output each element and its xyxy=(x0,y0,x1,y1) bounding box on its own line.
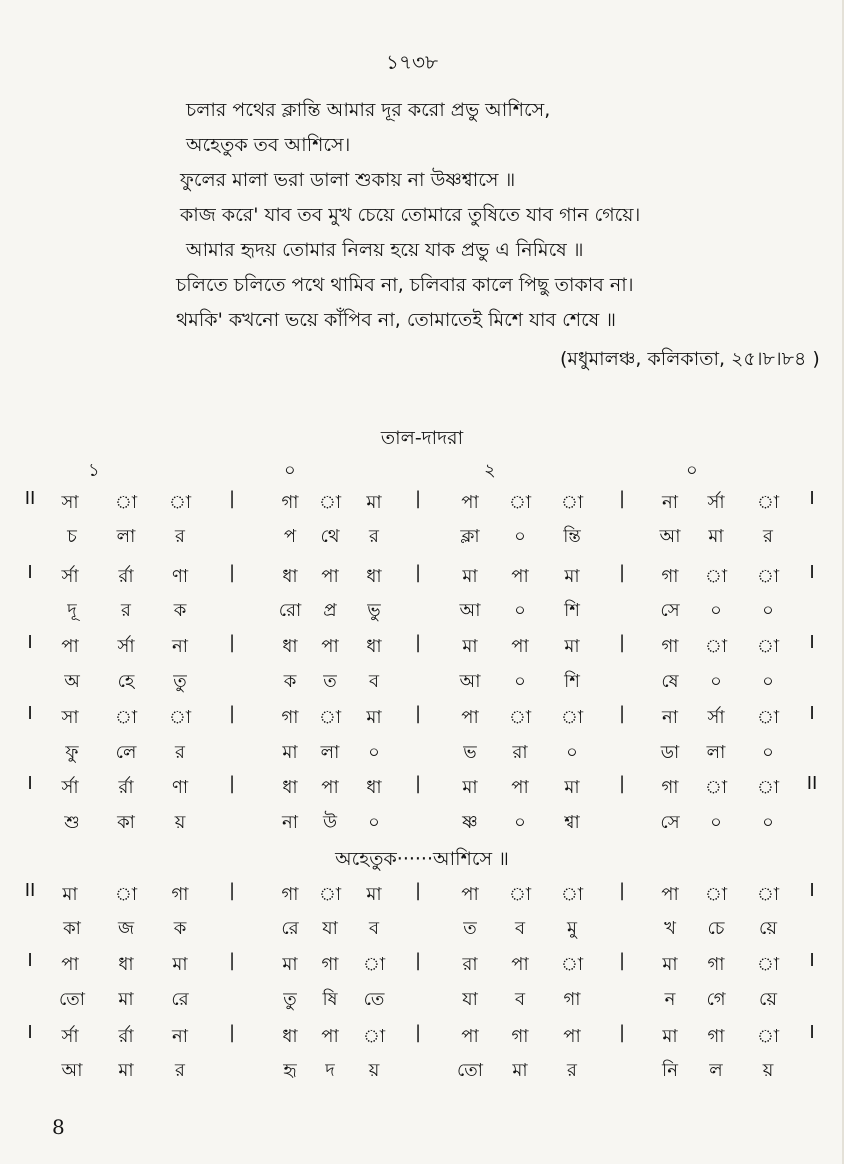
note-cell: রা xyxy=(462,954,478,975)
lyric-syllable: ভ xyxy=(463,742,477,763)
note-cell: মা xyxy=(662,1026,678,1047)
note-cell: পা xyxy=(511,566,529,587)
lyric-syllable: চে xyxy=(707,918,725,939)
lyric-syllable: সে xyxy=(660,812,680,833)
lyric-syllable: ক xyxy=(173,600,187,621)
lyric-row xyxy=(0,808,844,842)
lyric-syllable: তু xyxy=(173,671,187,692)
beat-mark: ০ xyxy=(686,460,698,481)
note-cell: া xyxy=(508,492,532,513)
lyric-syllable: আ xyxy=(459,600,481,621)
lyric-syllable: লা xyxy=(706,742,726,763)
notation-row xyxy=(0,703,844,737)
bar-line: II xyxy=(806,773,818,794)
note-cell: পা xyxy=(321,777,339,798)
lyric-syllable: রে xyxy=(281,918,299,939)
lyric-syllable: আ xyxy=(659,526,681,547)
bar-line: I xyxy=(27,562,33,583)
lyric-syllable: শ্বা xyxy=(564,812,580,833)
lyric-syllable: শি xyxy=(564,671,580,692)
note-cell: া xyxy=(704,566,728,587)
lyric-syllable: অ xyxy=(64,671,80,692)
note-cell: া xyxy=(508,707,532,728)
note-cell: মা xyxy=(462,636,478,657)
note-cell: র্রা xyxy=(118,1026,134,1047)
note-cell: া xyxy=(756,777,780,798)
bar-line: | xyxy=(414,773,422,794)
note-cell: ধা xyxy=(118,954,134,975)
note-cell: মা xyxy=(462,777,478,798)
bar-line: | xyxy=(414,703,422,724)
note-cell: া xyxy=(756,1026,780,1047)
refrain-heading: অহেতুক······আশিসে ॥ xyxy=(335,848,509,870)
lyric-syllable: জ xyxy=(117,918,135,939)
bar-line: | xyxy=(228,880,236,901)
note-cell: া xyxy=(114,707,138,728)
note-cell: া xyxy=(362,954,386,975)
note-cell: মা xyxy=(564,777,580,798)
note-cell: া xyxy=(114,884,138,905)
lyric-syllable: যা xyxy=(462,989,478,1010)
note-cell: া xyxy=(318,884,342,905)
note-cell: র্সা xyxy=(61,1026,79,1047)
lyric-syllable: খ xyxy=(664,918,676,939)
lyric-syllable: ০ xyxy=(368,812,380,833)
lyric-syllable: ন xyxy=(664,989,676,1010)
note-cell: ধা xyxy=(366,636,382,657)
note-cell: পা xyxy=(511,954,529,975)
lyric-syllable: না xyxy=(282,812,298,833)
lyric-syllable: র xyxy=(175,526,185,547)
bar-line: I xyxy=(27,632,33,653)
lyric-syllable: আ xyxy=(459,671,481,692)
note-cell: র্সা xyxy=(117,636,135,657)
lyric-syllable: মা xyxy=(708,526,724,547)
lyric-syllable: লে xyxy=(115,742,137,763)
bar-line: | xyxy=(228,950,236,971)
lyric-row xyxy=(0,738,844,772)
source-citation: (মধুমালঞ্চ, কলিকাতা, ২৫।৮।৮৪ ) xyxy=(560,348,820,370)
lyric-syllable: ০ xyxy=(514,526,526,547)
note-cell: না xyxy=(662,492,678,513)
lyric-syllable: ০ xyxy=(762,812,774,833)
note-cell: া xyxy=(362,1026,386,1047)
poem-line: অহেতুক তব আশিসে। xyxy=(186,134,351,156)
lyric-row xyxy=(0,985,844,1019)
bar-line: I xyxy=(809,880,815,901)
lyric-syllable: মা xyxy=(282,742,298,763)
lyric-syllable: হৃ xyxy=(283,1060,297,1081)
note-cell: পা xyxy=(321,636,339,657)
bar-line: I xyxy=(27,1022,33,1043)
lyric-syllable: ০ xyxy=(514,600,526,621)
lyric-syllable: ষে xyxy=(661,671,679,692)
lyric-syllable: হে xyxy=(117,671,135,692)
page-number-top: ১৭৩৮ xyxy=(386,50,438,74)
note-cell: ধা xyxy=(282,636,298,657)
note-cell: পা xyxy=(321,566,339,587)
note-cell: পা xyxy=(321,1026,339,1047)
notation-row xyxy=(0,773,844,807)
note-cell: গা xyxy=(281,492,299,513)
bar-line: | xyxy=(414,562,422,583)
note-cell: পা xyxy=(461,1026,479,1047)
lyric-syllable: ডা xyxy=(660,742,680,763)
lyric-syllable: রো xyxy=(278,600,302,621)
bar-line: | xyxy=(618,1022,626,1043)
note-cell: পা xyxy=(461,492,479,513)
note-cell: মা xyxy=(662,954,678,975)
bar-line: | xyxy=(228,488,236,509)
lyric-syllable: ০ xyxy=(514,812,526,833)
notation-row xyxy=(0,1022,844,1056)
note-cell: র্সা xyxy=(61,777,79,798)
note-cell: না xyxy=(172,1026,188,1047)
notation-row xyxy=(0,488,844,522)
lyric-syllable: শু xyxy=(64,812,80,833)
lyric-syllable: আ xyxy=(61,1060,83,1081)
bar-line: | xyxy=(618,773,626,794)
note-cell: গা xyxy=(321,954,339,975)
lyric-syllable: গে xyxy=(706,989,726,1010)
poem-line: কাজ করে' যাব তব মুখ চেয়ে তোমারে তুষিতে যাব গান গেয়ে। xyxy=(180,204,641,226)
notation-row xyxy=(0,632,844,666)
lyric-syllable: রা xyxy=(512,742,528,763)
lyric-syllable: তু xyxy=(283,989,297,1010)
lyric-syllable: তো xyxy=(456,1060,484,1081)
lyric-syllable: প্র xyxy=(323,600,337,621)
bar-line: | xyxy=(228,632,236,653)
lyric-syllable: র xyxy=(567,1060,577,1081)
lyric-row xyxy=(0,522,844,556)
lyric-syllable: ত xyxy=(323,671,337,692)
bar-line: I xyxy=(809,488,815,509)
bar-line: I xyxy=(809,632,815,653)
bar-line: | xyxy=(618,950,626,971)
lyric-syllable: ০ xyxy=(762,742,774,763)
page-number-bottom: 8 xyxy=(52,1115,65,1139)
note-cell: া xyxy=(114,492,138,513)
bar-line: I xyxy=(27,773,33,794)
poem-line: থমকি' কখনো ভয়ে কাঁপিব না, তোমাতেই মিশে যাব শেষে ॥ xyxy=(176,309,617,331)
bar-line: I xyxy=(27,703,33,724)
bar-line: I xyxy=(809,950,815,971)
lyric-syllable: ০ xyxy=(710,600,722,621)
note-cell: মা xyxy=(172,954,188,975)
lyric-syllable: র xyxy=(369,526,379,547)
bar-line: II xyxy=(24,880,36,901)
note-cell: মা xyxy=(366,492,382,513)
lyric-syllable: মা xyxy=(118,989,134,1010)
notation-row xyxy=(0,950,844,984)
bar-line: I xyxy=(809,1022,815,1043)
bar-line: | xyxy=(618,880,626,901)
note-cell: পা xyxy=(511,777,529,798)
bar-line: | xyxy=(414,488,422,509)
lyric-syllable: ন্তি xyxy=(563,526,581,547)
bar-line: | xyxy=(618,632,626,653)
beat-mark: ০ xyxy=(284,460,296,481)
lyric-syllable: ব xyxy=(514,918,526,939)
note-cell: গা xyxy=(661,777,679,798)
lyric-syllable: র xyxy=(175,1060,185,1081)
note-cell: সা xyxy=(61,492,79,513)
note-cell: া xyxy=(318,492,342,513)
note-cell: র্সা xyxy=(707,707,725,728)
note-cell: র্রা xyxy=(118,777,134,798)
lyric-syllable: নি xyxy=(662,1060,678,1081)
poem-line: চলার পথের ক্লান্তি আমার দূর করো প্রভু আশিসে, xyxy=(186,99,551,121)
bar-line: I xyxy=(27,950,33,971)
lyric-syllable: মু xyxy=(567,918,577,939)
lyric-syllable: কা xyxy=(63,918,81,939)
note-cell: মা xyxy=(462,566,478,587)
lyric-syllable: ব xyxy=(368,671,380,692)
note-cell: গা xyxy=(171,884,189,905)
bar-line: II xyxy=(24,488,36,509)
lyric-syllable: য়ে xyxy=(759,918,777,939)
note-cell: া xyxy=(168,492,192,513)
bar-line: | xyxy=(618,703,626,724)
bar-line: | xyxy=(228,562,236,583)
lyric-syllable: কা xyxy=(117,812,135,833)
lyric-row xyxy=(0,1056,844,1090)
note-cell: গা xyxy=(707,954,725,975)
lyric-syllable: ০ xyxy=(762,600,774,621)
lyric-syllable: ক্লা xyxy=(460,526,480,547)
lyric-syllable: লা xyxy=(116,526,136,547)
lyric-syllable: দূ xyxy=(67,600,77,621)
bar-line: I xyxy=(809,562,815,583)
bar-line: | xyxy=(414,950,422,971)
note-cell: গা xyxy=(511,1026,529,1047)
bar-line: | xyxy=(414,1022,422,1043)
note-cell: া xyxy=(704,636,728,657)
note-cell: মা xyxy=(564,566,580,587)
note-cell: পা xyxy=(511,636,529,657)
lyric-row xyxy=(0,596,844,630)
poem-line: ফুলের মালা ভরা ডালা শুকায় না উষ্ণশ্বাসে ॥ xyxy=(180,169,516,191)
lyric-syllable: মা xyxy=(118,1060,134,1081)
lyric-syllable: য় xyxy=(174,812,186,833)
lyric-syllable: রে xyxy=(171,989,189,1010)
note-cell: গা xyxy=(707,1026,725,1047)
note-cell: া xyxy=(756,954,780,975)
note-cell: মা xyxy=(366,707,382,728)
bar-line: | xyxy=(414,632,422,653)
note-cell: না xyxy=(172,636,188,657)
bar-line: | xyxy=(414,880,422,901)
note-cell: া xyxy=(756,636,780,657)
note-cell: না xyxy=(662,707,678,728)
note-cell: া xyxy=(560,707,584,728)
beat-mark: ২ xyxy=(484,460,496,481)
note-cell: া xyxy=(756,707,780,728)
lyric-syllable: দ xyxy=(325,1060,335,1081)
lyric-syllable: তে xyxy=(363,989,385,1010)
lyric-syllable: যা xyxy=(322,918,338,939)
note-cell: পা xyxy=(461,884,479,905)
note-cell: পা xyxy=(563,1026,581,1047)
bar-line: | xyxy=(618,488,626,509)
bar-line: | xyxy=(228,1022,236,1043)
lyric-syllable: সে xyxy=(660,600,680,621)
note-cell: র্সা xyxy=(707,492,725,513)
note-cell: া xyxy=(168,707,192,728)
note-cell: ধা xyxy=(282,566,298,587)
lyric-syllable: ক xyxy=(283,671,297,692)
lyric-row xyxy=(0,667,844,701)
note-cell: গা xyxy=(661,636,679,657)
lyric-syllable: ব xyxy=(514,989,526,1010)
lyric-syllable: উ xyxy=(322,812,338,833)
note-cell: পা xyxy=(61,954,79,975)
note-cell: া xyxy=(704,777,728,798)
lyric-syllable: ফু xyxy=(65,742,79,763)
note-cell: মা xyxy=(282,954,298,975)
note-cell: র্রা xyxy=(118,566,134,587)
lyric-syllable: প xyxy=(283,526,297,547)
note-cell: া xyxy=(560,492,584,513)
lyric-syllable: ল xyxy=(709,1060,723,1081)
note-cell: গা xyxy=(281,884,299,905)
note-cell: ধা xyxy=(366,777,382,798)
note-cell: পা xyxy=(61,636,79,657)
lyric-syllable: ব xyxy=(368,918,380,939)
lyric-syllable: ত xyxy=(463,918,477,939)
lyric-syllable: য় xyxy=(762,1060,774,1081)
note-cell: ধা xyxy=(282,1026,298,1047)
notation-row xyxy=(0,880,844,914)
lyric-syllable: ভু xyxy=(367,600,381,621)
note-cell: ণা xyxy=(171,777,189,798)
lyric-syllable: তো xyxy=(58,989,86,1010)
note-cell: া xyxy=(318,707,342,728)
lyric-syllable: গা xyxy=(563,989,581,1010)
lyric-syllable: র xyxy=(763,526,773,547)
note-cell: পা xyxy=(661,884,679,905)
lyric-syllable: য়ে xyxy=(759,989,777,1010)
lyric-syllable: চ xyxy=(67,526,77,547)
bar-line: | xyxy=(228,773,236,794)
bar-line: | xyxy=(228,703,236,724)
beat-mark: ১ xyxy=(88,460,100,481)
note-cell: া xyxy=(704,884,728,905)
note-cell: ণা xyxy=(171,566,189,587)
lyric-syllable: ষি xyxy=(322,989,338,1010)
lyric-syllable: ০ xyxy=(368,742,380,763)
lyric-syllable: ষ্ণ xyxy=(462,812,478,833)
lyric-syllable: ০ xyxy=(710,671,722,692)
note-cell: মা xyxy=(366,884,382,905)
lyric-syllable: থে xyxy=(320,526,340,547)
note-cell: ধা xyxy=(282,777,298,798)
lyric-syllable: ক xyxy=(173,918,187,939)
lyric-syllable: লা xyxy=(320,742,340,763)
lyric-syllable: ০ xyxy=(514,671,526,692)
note-cell: গা xyxy=(661,566,679,587)
lyric-syllable: র xyxy=(175,742,185,763)
note-cell: া xyxy=(756,492,780,513)
note-cell: গা xyxy=(281,707,299,728)
lyric-syllable: র xyxy=(121,600,131,621)
note-cell: সা xyxy=(61,707,79,728)
note-cell: া xyxy=(756,884,780,905)
note-cell: ধা xyxy=(366,566,382,587)
lyric-syllable: মা xyxy=(512,1060,528,1081)
note-cell: া xyxy=(508,884,532,905)
note-cell: া xyxy=(560,954,584,975)
tala-heading: তাল-দাদরা xyxy=(380,427,464,449)
bar-line: | xyxy=(618,562,626,583)
lyric-row xyxy=(0,914,844,948)
lyric-syllable: ০ xyxy=(710,812,722,833)
lyric-syllable: শি xyxy=(564,600,580,621)
note-cell: মা xyxy=(564,636,580,657)
note-cell: র্সা xyxy=(61,566,79,587)
bar-line: I xyxy=(809,703,815,724)
note-cell: া xyxy=(756,566,780,587)
poem-line: আমার হৃদয় তোমার নিলয় হয়ে যাক প্রভু এ নিমিষে ॥ xyxy=(186,239,584,261)
note-cell: মা xyxy=(62,884,78,905)
note-cell: া xyxy=(560,884,584,905)
lyric-syllable: য় xyxy=(368,1060,380,1081)
note-cell: পা xyxy=(461,707,479,728)
poem-line: চলিতে চলিতে পথে থামিব না, চলিবার কালে পিছু তাকাব না। xyxy=(176,274,634,296)
lyric-syllable: ০ xyxy=(762,671,774,692)
notation-row xyxy=(0,562,844,596)
lyric-syllable: ০ xyxy=(566,742,578,763)
